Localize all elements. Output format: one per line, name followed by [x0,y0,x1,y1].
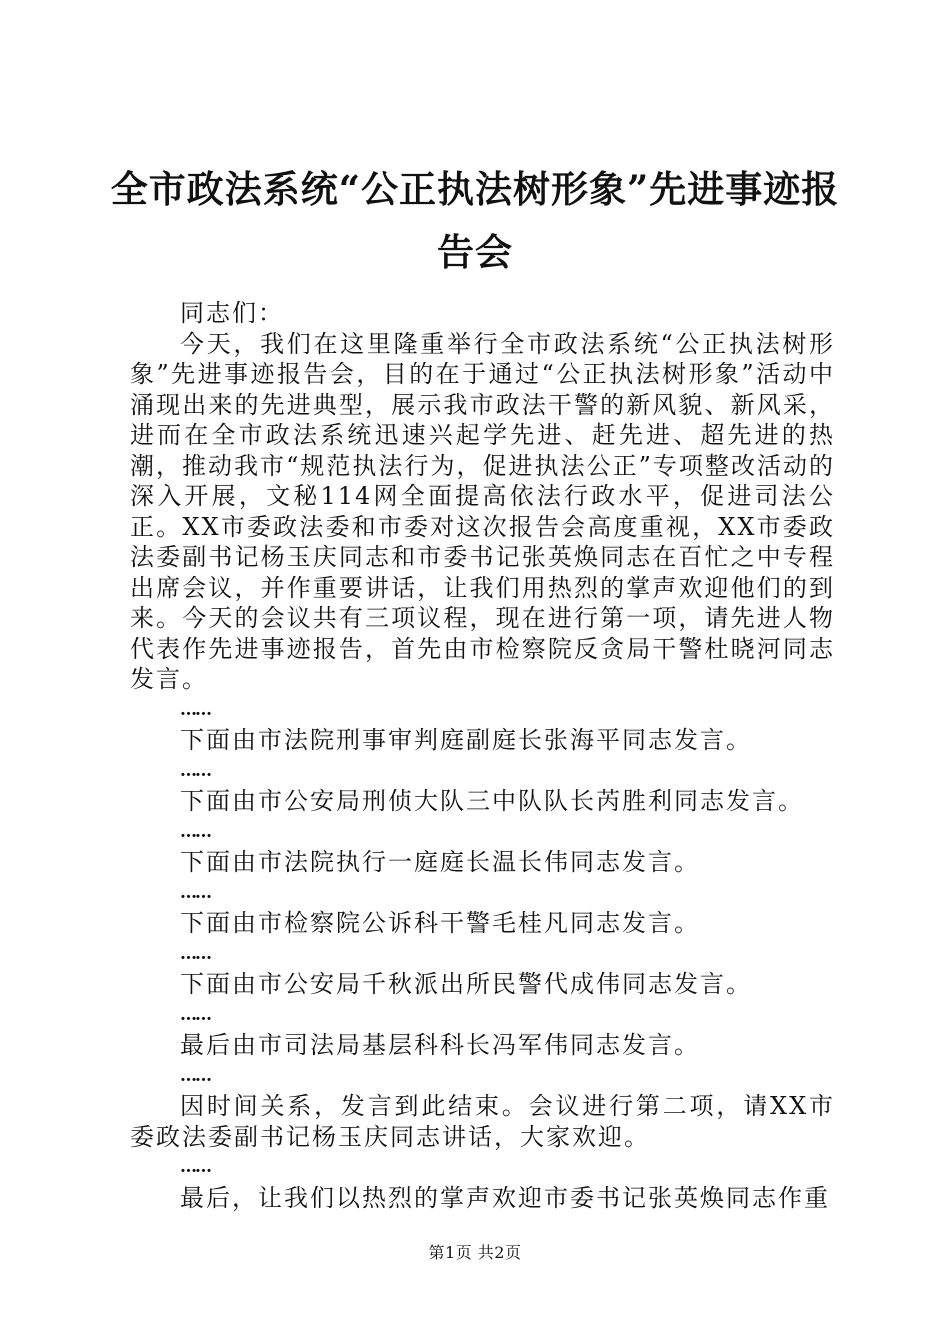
ellipsis-line: …… [180,882,210,903]
paragraph: 最后由市司法局基层科科长冯军伟同志发言。 [180,1031,700,1059]
paragraph: 下面由市法院刑事审判庭副庭长张海平同志发言。 [180,726,752,754]
paragraph: 今天，我们在这里隆重举行全市政法系统“公正执法树形象”先进事迹报告会，目的在于通过“公正执法树形象”活动中涌现出来的先进典型，展示我市政法干警的新风貌、新风采，进而在全市政法系统迅速兴起学先进、赶先进、超先进的热潮，推动我市“规范执法行为，促进执法公正”专项整改活动的深入开展，文秘114网全面提高依法行政水平，促进司法公正。XX市委政法委和市委对这次报告会高度重视，XX市委政法委副书记杨玉庆同志和市委书记张英焕同志在百忙之中专程出席会议，并作重要讲话，让我们用热烈的掌声欢迎他们的到来。今天的会议共有三项议程，现在进行第一项，请先进人物代表作先进事迹报告，首先由市检察院反贪局干警杜晓河同志发言。 [130,329,835,693]
paragraph: 最后，让我们以热烈的掌声欢迎市委书记张英焕同志作重 [180,1183,830,1212]
ellipsis-line: …… [180,943,210,964]
paragraph: 因时间关系，发言到此结束。会议进行第二项，请XX市委政法委副书记杨玉庆同志讲话，大家欢迎。 [130,1092,835,1151]
paragraph: 同志们： [180,299,284,327]
paragraph: 下面由市公安局千秋派出所民警代成伟同志发言。 [180,970,752,998]
ellipsis-line: …… [180,1157,210,1177]
paragraph: 下面由市检察院公诉科干警毛桂凡同志发言。 [180,909,700,937]
ellipsis-line: …… [180,821,210,842]
page-number-footer: 第1页 共2页 [428,1243,522,1262]
document-body [130,298,835,1213]
paragraph: 下面由市公安局刑侦大队三中队队长芮胜利同志发言。 [180,787,804,815]
document-title: 全市政法系统“公正执法树形象”先进事迹报告会 [110,167,840,274]
ellipsis-line: …… [180,699,210,720]
ellipsis-line: …… [180,1004,210,1025]
paragraph: 下面由市法院执行一庭庭长温长伟同志发言。 [180,848,700,876]
ellipsis-line: …… [180,760,210,781]
ellipsis-line: …… [180,1065,210,1086]
